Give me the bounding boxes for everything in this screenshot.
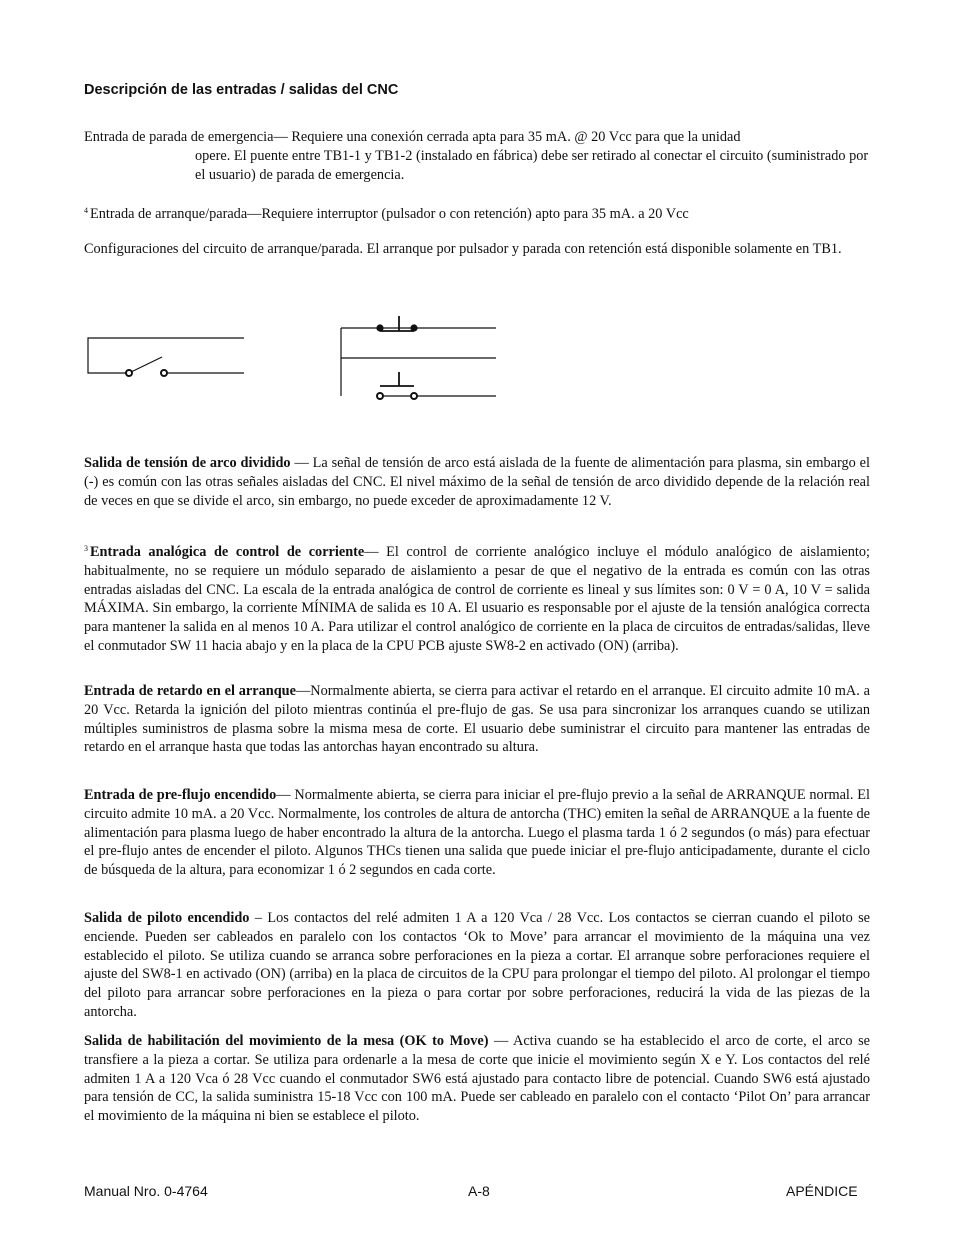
footer-manual-number: Manual Nro. 0-4764 — [84, 1183, 208, 1199]
ok-to-move-text: — Activa cuando se ha establecido el arco de corte, el arco se transfiere a la pieza a cortar. Se utiliza para ordenarle a la mesa de corte que inicie el movimiento según X e Y. Los contactos del relé admiten 1 A a 120 Vca ó 28 Vcc cuando el conmutador SW6 está ajustado para contacto libre de potencial. Cuando SW6 está ajustado para tensión de CC, la salida suministra 15-18 Vcc con 100 mA. Puede ser cableado en paralelo con el contacto ‘Pilot On’ para arrancar el movimiento de la máquina ni bien se establece el piloto. — [84, 1033, 870, 1125]
configurations-paragraph: Configuraciones del circuito de arranque/parada. El arranque por pulsador y parada con retención está disponible solamente en TB1. — [84, 241, 842, 257]
ok-to-move-paragraph — [84, 1032, 870, 1126]
analog-current-label: Entrada analógica de control de corriente — [90, 544, 365, 560]
footer-section-name: APÉNDICE — [786, 1183, 858, 1199]
emergency-stop-first-line: Entrada de parada de emergencia— Requiere una conexión cerrada apta para 35 mA. @ 20 Vcc para que la unidad — [84, 129, 741, 145]
arc-voltage-label: Salida de tensión de arco dividido — [84, 455, 291, 471]
maintained-switch-diagram — [88, 338, 244, 376]
arc-voltage-paragraph — [84, 454, 870, 510]
arc-voltage-text: — La señal de tensión de arco está aislada de la fuente de alimentación para plasma, sin embargo el (-) es común con las otras señales aisladas del CNC. El nivel máximo de la señal de tensión de arco dividido depende de la relación real de veces en que se divide el arco, sin embargo, no puede exceder de aproximadamente 12 V. — [84, 455, 870, 509]
preflow-label: Entrada de pre-flujo encendido — [84, 787, 277, 803]
start-stop-paragraph — [84, 202, 870, 224]
emergency-stop-continuation: opere. El puente entre TB1-1 y TB1-2 (instalado en fábrica) debe ser retirado al conectar el circuito (suministrado por el usuario) de parada de emergencia. — [195, 147, 869, 183]
footnote-marker: 4 — [84, 206, 88, 215]
ok-to-move-label: Salida de habilitación del movimiento de la mesa (OK to Move) — [84, 1033, 489, 1049]
analog-current-paragraph — [84, 540, 870, 656]
analog-current-text: — El control de corriente analógico incluye el módulo analógico de aislamiento; habitualmente, no se requiere un módulo separado de aislamiento a pesar de que el negativo de la entrada es común con las otras entradas aisladas del CNC. La escala de la entrada analógica de control de corriente es lineal y sus límites son: 0 V = 0 A, 10 V = salida MÁXIMA. Sin embargo, la corriente MÍNIMA de salida es 10 A. El usuario es responsable por el ajuste de la tensión analógica correcta para mantener la salida en al menos 10 A. Para utilizar el control analógico de corriente en la placa de circuitos de entradas/salidas, lleve el conmutador SW 11 hacia abajo y en la placa de la CPU PCB ajuste SW8-2 en activado (ON) (arriba). — [84, 544, 871, 654]
footnote-marker: 3 — [84, 544, 88, 553]
pilot-on-label: Salida de piloto encendido — [84, 910, 250, 926]
start-delay-paragraph — [84, 682, 870, 757]
emergency-stop-paragraph — [84, 128, 870, 184]
pilot-on-paragraph — [84, 909, 870, 1022]
start-stop-text: Entrada de arranque/parada—Requiere interruptor (pulsador o con retención) apto para 35 mA. a 20 Vcc — [90, 206, 689, 222]
preflow-paragraph — [84, 786, 870, 880]
start-delay-text: —Normalmente abierta, se cierra para activar el retardo en el arranque. El circuito admite 10 mA. a 20 Vcc. Retarda la ignición del piloto mientras continúa el pre-flujo de gas. Se usa para sincronizar los arranques cuando se utilizan múltiples suministros de plasma sobre la misma mesa de corte. El usuario debe suministrar el circuito para mantener las entradas de retardo en el arranque hasta que todas las antorchas hayan encontrado su altura. — [84, 683, 870, 756]
start-delay-label: Entrada de retardo en el arranque — [84, 683, 296, 699]
section-title: Descripción de las entradas / salidas del CNC — [84, 82, 399, 98]
pilot-on-text: – Los contactos del relé admiten 1 A a 120 Vca / 28 Vcc. Los contactos se cierran cuando el piloto se enciende. Pueden ser cableados en paralelo con los contactos ‘Ok to Move’ para arrancar el movimiento de la máquina una vez establecido el piloto. Se utiliza cuando se arranca sobre perforaciones en la pieza a cortar. El arranque sobre perforaciones requiere el ajuste del SW8-1 en activado (ON) (arriba) en la placa de circuitos de la CPU para prolongar el tiempo del piloto. Al prolongar el tiempo del piloto para arrancar sobre perforaciones en la pieza o para cortar por sobre perforaciones, reducirá la vida de las piezas de la antorcha. — [84, 910, 870, 1020]
pushbutton-switch-diagram — [341, 316, 496, 399]
preflow-text: — Normalmente abierta, se cierra para iniciar el pre-flujo previo a la señal de ARRANQUE normal. El circuito admite 10 mA. a 20 Vcc. Normalmente, los controles de altura de antorcha (THC) emiten la señal de ARRANQUE a la fuente de alimentación para plasma luego de haber encontrado la altura de la antorcha. Luego el plasma tarda 1 ó 2 segundos (o más) para efectuar el pre-flujo antes de encender el piloto. Algunos THCs tienen una salida que puede iniciar el pre-flujo anticipadamente, durante el ciclo de búsqueda de la altura, para economizar 1 ó 2 segundos en cada corte. — [84, 787, 870, 879]
footer-page-number: A-8 — [468, 1183, 490, 1199]
start-stop-circuit-diagrams — [84, 310, 504, 410]
